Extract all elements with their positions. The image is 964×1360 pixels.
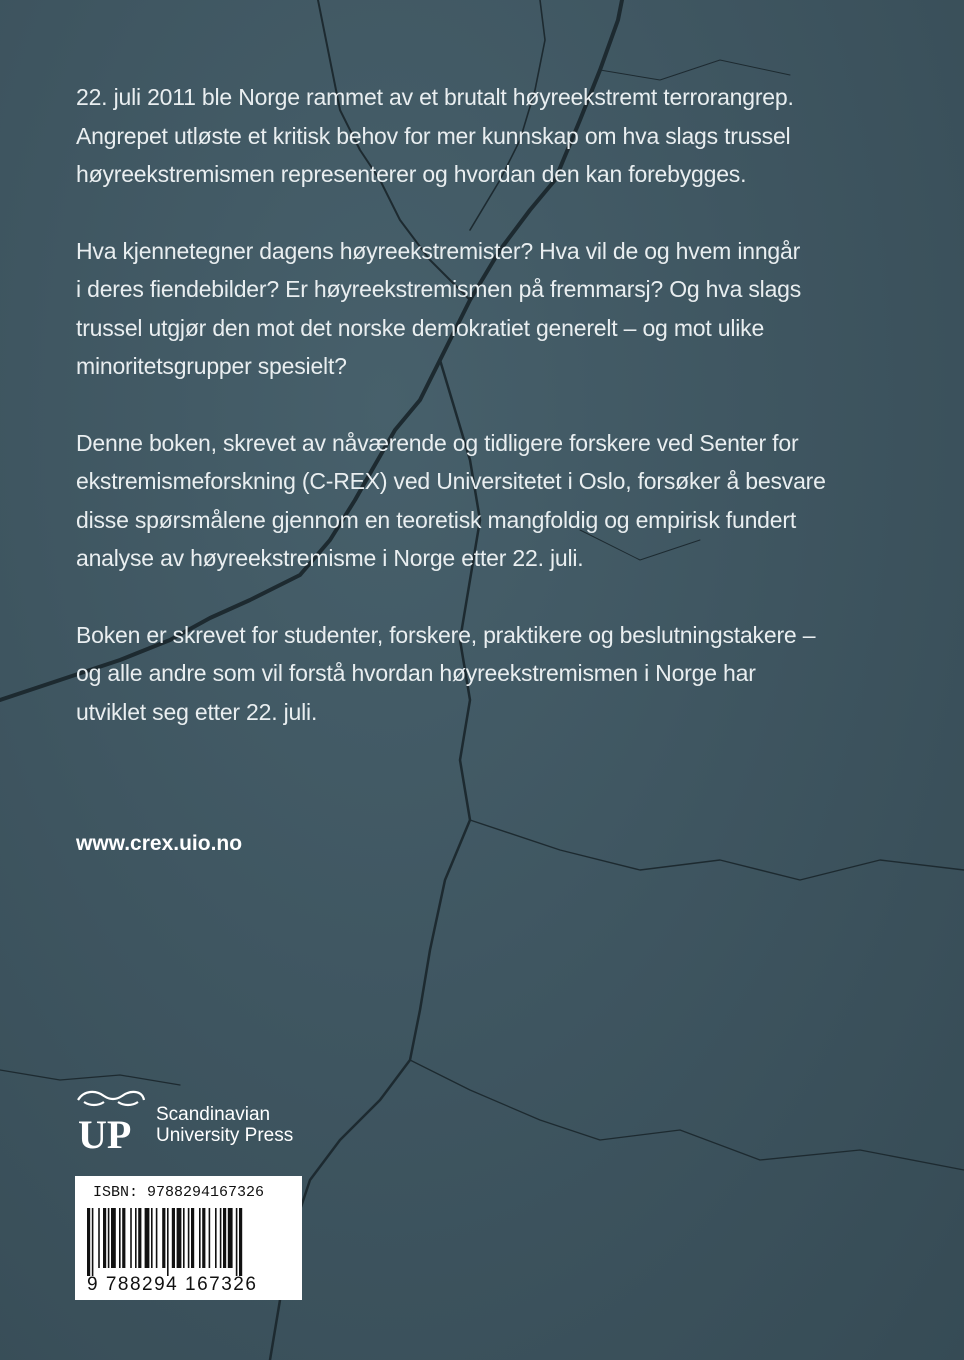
barcode-bar	[183, 1208, 185, 1268]
barcode-bar	[177, 1208, 182, 1268]
barcode-bar	[239, 1208, 242, 1276]
barcode-bar	[188, 1208, 190, 1268]
blurb-paragraph-2: Hva kjennetegner dagens høyreekstremister? Hva vil de og hvem inngår i deres fiendebilder? Er høyreekstremismen på fremmarsj? Og hva slags trussel utgjør den mot det norske demokratiet generelt – og mot ulike minoritetsgrupper spesielt?	[76, 237, 802, 379]
publisher-logo	[76, 1090, 336, 1154]
barcode-bar	[87, 1208, 90, 1276]
barcode-bar	[236, 1208, 238, 1276]
barcode-bar	[209, 1208, 211, 1268]
barcode-bar	[130, 1208, 132, 1268]
up-logo-icon	[76, 1090, 146, 1152]
barcode-bar	[167, 1208, 169, 1276]
barcode-bar	[103, 1208, 106, 1268]
barcode-bar	[145, 1208, 150, 1268]
barcode-bar	[191, 1208, 194, 1268]
barcode-bar	[172, 1208, 175, 1268]
barcode-bar	[119, 1208, 121, 1268]
isbn-label: ISBN: 9788294167326	[93, 1184, 265, 1201]
barcode-bar	[228, 1208, 233, 1268]
isbn-barcode-box	[75, 1176, 302, 1300]
barcode	[87, 1208, 287, 1276]
blurb	[76, 78, 896, 769]
publisher-name: Scandinavian University Press	[156, 1104, 294, 1146]
barcode-bar	[220, 1208, 222, 1268]
barcode-bar	[138, 1208, 141, 1268]
isbn-digits: 9 788294 167326	[87, 1274, 258, 1295]
barcode-bar	[92, 1208, 94, 1276]
barcode-bar	[199, 1208, 201, 1268]
blurb-paragraph-1: 22. juli 2011 ble Norge rammet av et brutalt høyreekstremt terrorangrep. Angrepet utløste et kritisk behov for mer kunnskap om hva slags trussel høyreekstremismen representerer og hvordan den kan forebygges.	[76, 84, 794, 187]
up-logo-text: UP	[78, 1112, 132, 1152]
barcode-bar	[162, 1208, 165, 1268]
blurb-paragraph-4: Boken er skrevet for studenter, forskere, praktikere og beslutningstakere – og alle andre som vil forstå hvordan høyreekstremismen i Norge har utviklet seg etter 22. juli.	[76, 621, 816, 725]
barcode-bar	[122, 1208, 125, 1268]
barcode-bar	[98, 1208, 100, 1268]
barcode-bar	[135, 1208, 137, 1268]
barcode-bar	[202, 1208, 205, 1268]
blurb-paragraph-3: Denne boken, skrevet av nåværende og tidligere forskere ved Senter for ekstremismeforskning (C-REX) ved Universitetet i Oslo, forsøker å besvare disse spørsmålene gjennom en teoretisk mangfoldig og empirisk fundert analyse av høyreekstremisme i Norge etter 22. juli.	[76, 429, 826, 571]
barcode-bar	[111, 1208, 116, 1268]
barcode-bar	[156, 1208, 158, 1268]
barcode-bar	[215, 1208, 217, 1268]
website-url: www.crex.uio.no	[76, 832, 243, 855]
barcode-bar	[108, 1208, 110, 1268]
barcode-bar	[151, 1208, 153, 1268]
barcode-bar	[223, 1208, 226, 1268]
